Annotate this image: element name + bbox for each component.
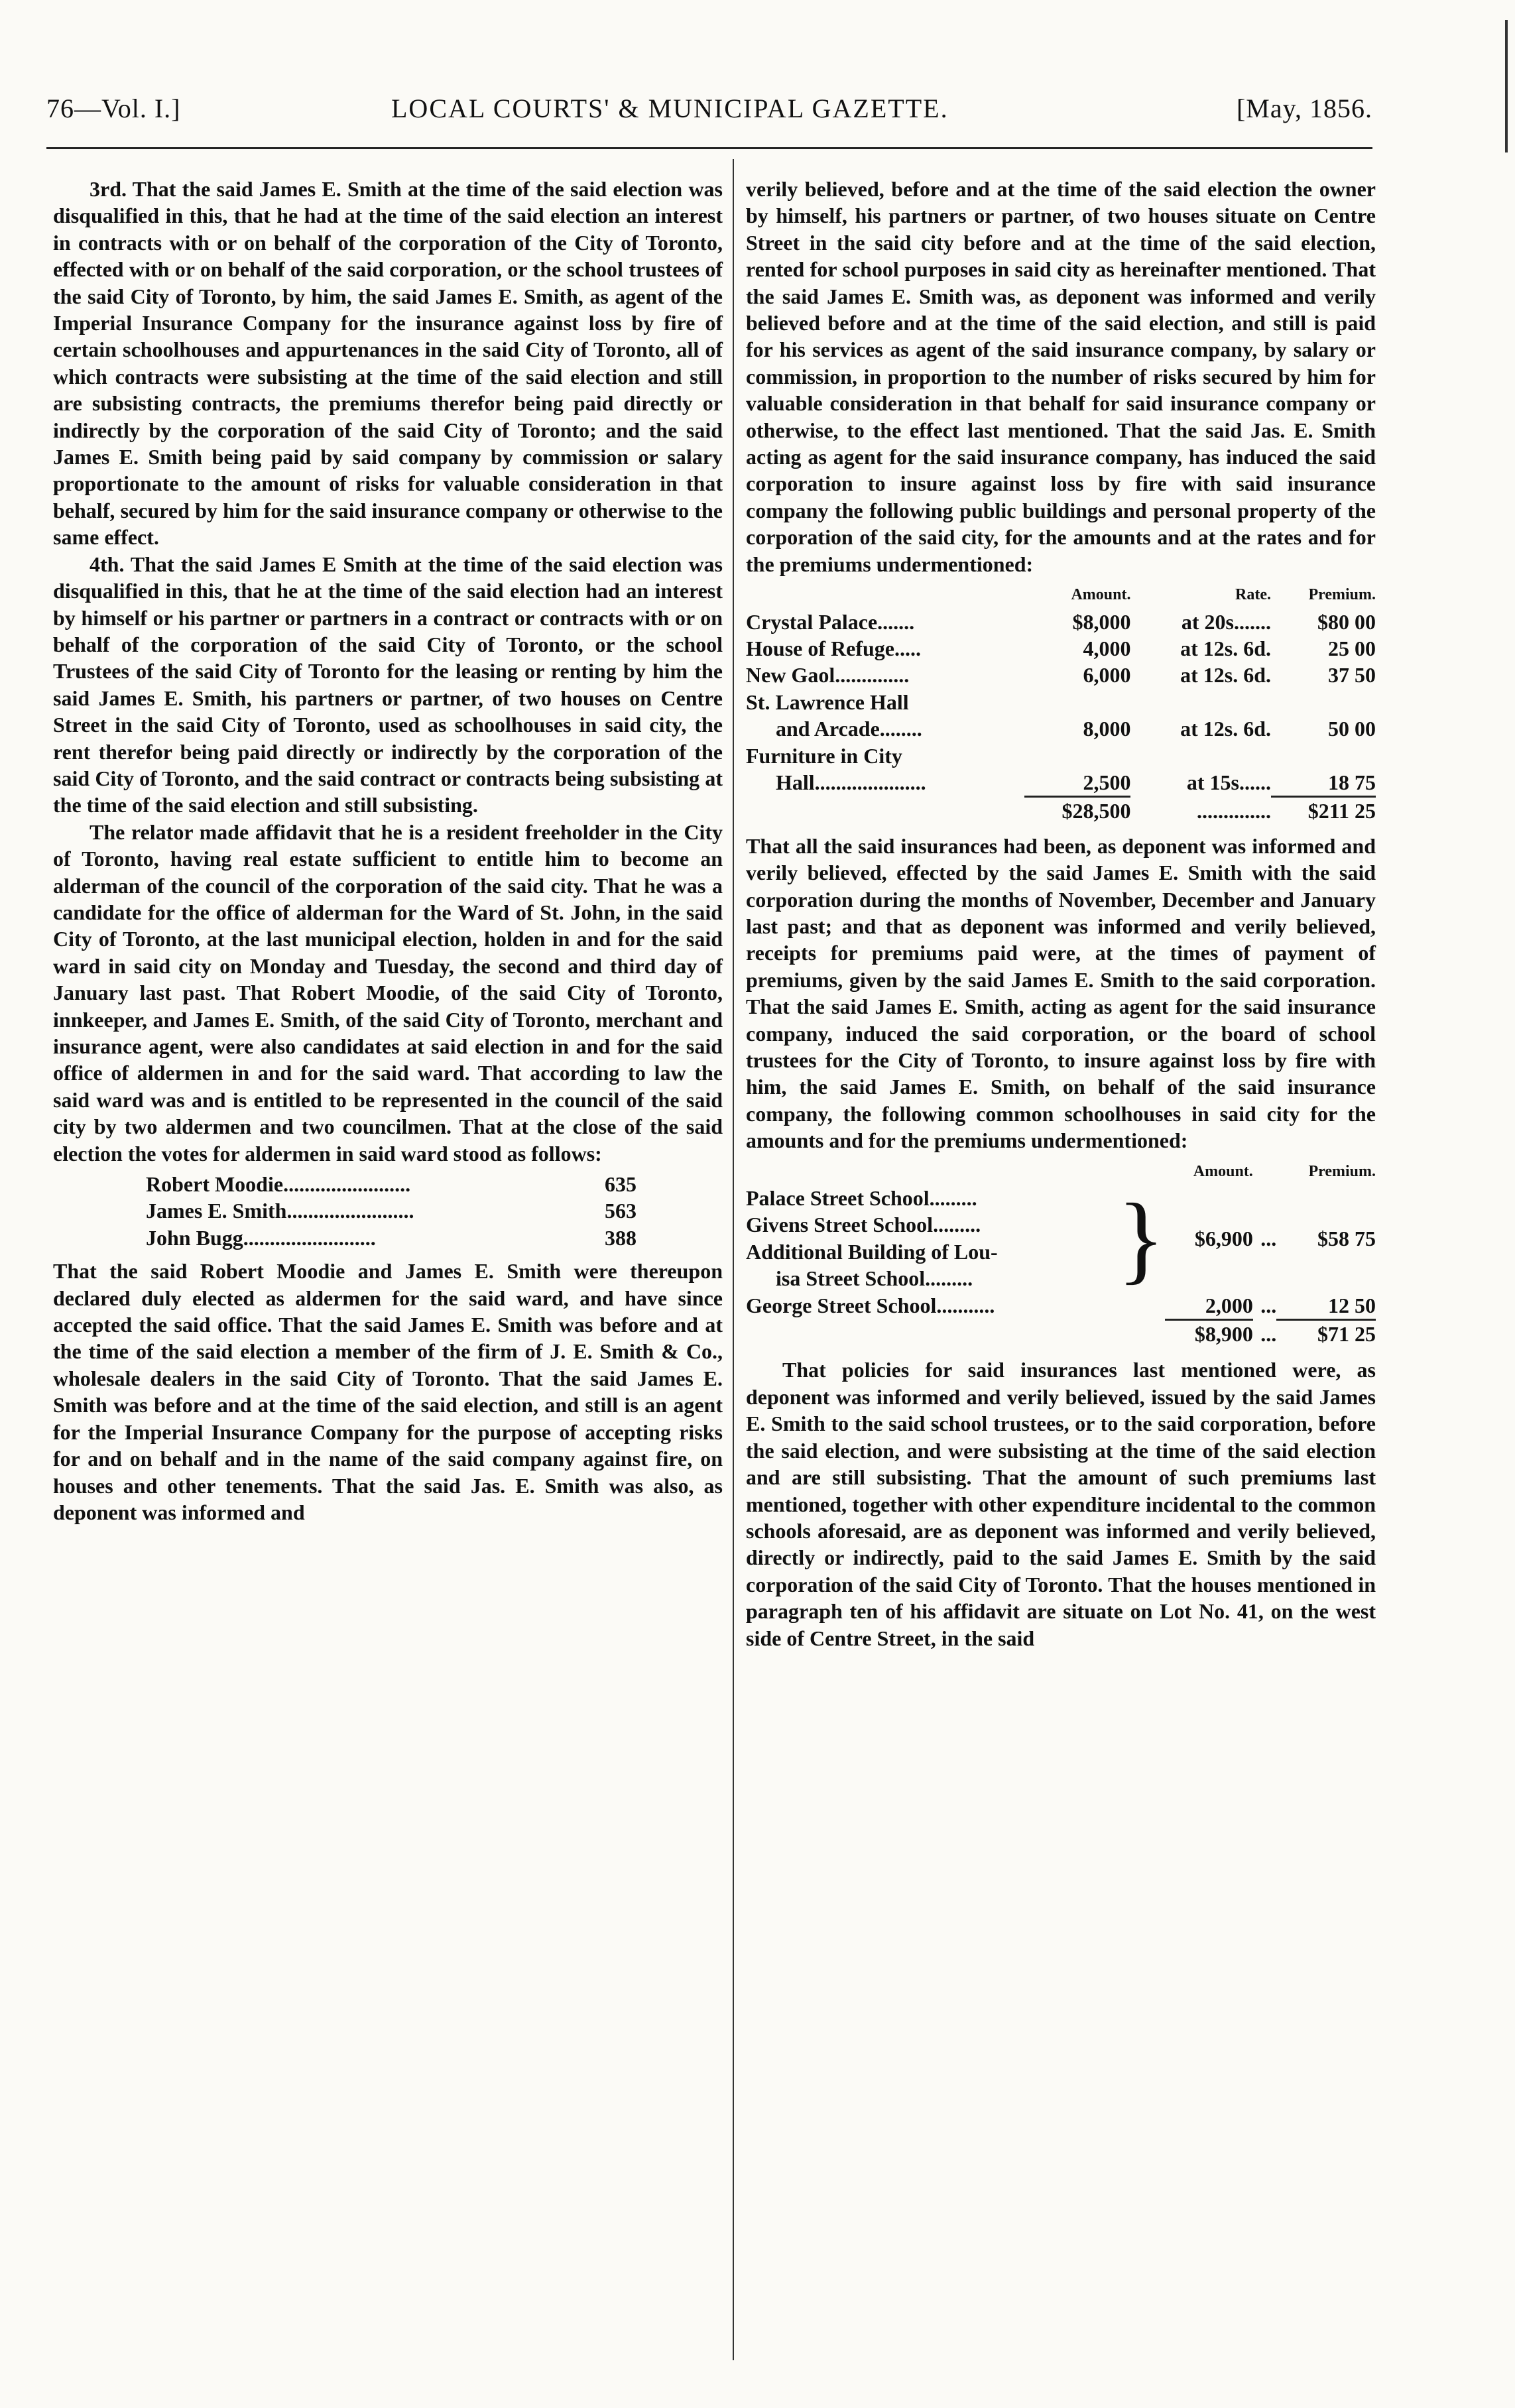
- paragraph-continuation: verily believed, before and at the time of the said election the owner by himself, his partners or partner, of two houses situate on Centre Street in the said city before and at the time of the said election, rented for school purposes in said city as hereinafter mentioned. That the said James E. Smith was, as deponent was informed and verily believed before and at the time of the said election, and still is paid for his services as agent of the said insurance company, by salary or commission, in proportion to the number of risks secured by him for valuable consideration in that behalf for said insurance company or otherwise, to the effect last mentioned. That the said Jas. E. Smith acting as agent for the said insurance company, has induced the said corporation to insure against loss by fire with said insurance company the following public buildings and personal property of the corporation of the said city, for the amounts and at the rates and for the premiums undermentioned:: [746, 177, 1376, 576]
- rate-cell: at 20s: [1181, 609, 1234, 634]
- amount-header: Amount.: [1193, 1162, 1253, 1180]
- dot-leader: ......: [1239, 770, 1271, 794]
- dot-leader: ...: [1260, 1226, 1277, 1250]
- page-volume: 76—Vol. I.]: [46, 93, 181, 123]
- paragraph-third-ground: 3rd. That the said James E. Smith at the time of the said election was disqualified in this, that he had at the time of the said election an interest in contracts with or on behalf of the corporation of the City of Toronto, effected with or on behalf of the said corporation, or the school trustees of the said City of Toronto, by him, the said James E. Smith, as agent of the Imperial Insurance Company for the insurance against loss by fire of certain schoolhouses and appurtenances in the said City of Toronto, all of which contracts were subsisting at the time of the said election and still are subsisting contracts, the premiums therefor being paid directly or indirectly by the corporation of the said City of Toronto; and the said James E. Smith being paid by said company by commission or salary proportionate to the amount of risks for valuable consideration in that behalf, secured by him for the said insurance company or otherwise to the same effect.: [53, 177, 723, 550]
- paragraph-election-result: That the said Robert Moodie and James E. Smith were thereupon declared duly elected as aldermen for the said ward, and have since accepted the said office. That the said James E. Smith was before and at the time of the said election a member of the firm of J. E. Smith & Co., wholesale dealers in the said City of Toronto. That the said James E. Smith was before and at the time of the said election, and still is an agent for the Imperial Insurance Company for the purpose of accepting risks for and on behalf and in the name of the said company against fire, on houses and other tenements. That the said Jas. E. Smith was also, as deponent was informed and: [53, 1259, 723, 1524]
- vote-count: 635: [605, 1172, 636, 1197]
- candidate-name: James E. Smith: [146, 1199, 287, 1223]
- dot-leader: .........: [933, 1213, 981, 1237]
- rate-cell: at 12s. 6d.: [1180, 663, 1271, 688]
- premium-cell: $80 00: [1317, 609, 1376, 634]
- brace-glyph: }: [1117, 1183, 1166, 1294]
- candidate-name: John Bugg: [146, 1225, 243, 1250]
- vote-tally: [146, 1171, 636, 1251]
- dot-leader: .....: [894, 636, 921, 660]
- dot-leader: .....................: [814, 770, 926, 794]
- table-total-row: [746, 1321, 1376, 1347]
- right-column: [746, 176, 1376, 1652]
- total-amount: $8,900: [1194, 1322, 1253, 1347]
- rate-header: Rate.: [1235, 586, 1271, 604]
- building-name: Hall: [776, 770, 815, 794]
- dot-leader: ..............: [835, 663, 910, 688]
- header-rule: [46, 147, 1372, 149]
- rate-cell: at 15s: [1186, 770, 1239, 794]
- building-name: and Arcade: [776, 717, 880, 741]
- publication-title: LOCAL COURTS' & MUNICIPAL GAZETTE.: [391, 93, 949, 123]
- premium-cell: $58 75: [1317, 1226, 1376, 1250]
- amount-cell: 2,000: [1205, 1293, 1253, 1317]
- school-group-list: [746, 1185, 1117, 1292]
- paragraph-fourth-ground: 4th. That the said James E Smith at the time of the said election was disqualified in this, that he at the time of the said election had an interest by himself or his partner or partners in a contract or contracts with or on behalf of the corporation of the said City of Toronto, or the school Trustees of the said City of Toronto for the leasing or renting by him the said James E. Smith, his partners or partner, of two houses on Centre Street in the said City of Toronto, used as schoolhouses in said city, the rent therefor being paid directly or indirectly by the corporation of the said City of Toronto, and the said contract or contracts being subsisting at the time of the said election and still subsisting.: [53, 552, 723, 817]
- amount-cell: 8,000: [1083, 717, 1131, 741]
- table-row: [746, 609, 1376, 635]
- building-name: St. Lawrence Hall: [746, 690, 909, 714]
- amount-cell: 6,000: [1083, 663, 1131, 688]
- premium-cell: 18 75: [1328, 770, 1376, 794]
- left-column: [53, 176, 723, 1526]
- amount-cell: 4,000: [1083, 636, 1131, 660]
- dot-leader: .......: [1234, 609, 1271, 634]
- table-total-row: [746, 798, 1376, 824]
- building-name: House of Refuge: [746, 636, 894, 660]
- table-row: [746, 662, 1376, 688]
- premium-cell: 50 00: [1328, 717, 1376, 741]
- table-row: [746, 1292, 1376, 1320]
- table-row: [746, 635, 1376, 662]
- premium-cell: 12 50: [1328, 1293, 1376, 1317]
- vote-row: [146, 1225, 636, 1251]
- dot-leader: ...........: [936, 1294, 995, 1318]
- table-row: [746, 743, 1376, 769]
- candidate-name: Robert Moodie: [146, 1172, 284, 1197]
- paragraph-insurances-effected: That all the said insurances had been, as deponent was informed and verily believed, effected by the said James E. Smith with the said corporation during the months of November, December and January last past; and that as deponent was informed and verily believed, receipts for premiums paid were, at the times of payment of premiums, given by the said James E. Smith to the said corporation. That the said James E. Smith, acting as agent for the said insurance company, induced the said corporation, or the board of school trustees for the City of Toronto, to insure against loss by fire with him, the said James E. Smith, on behalf of the said insurance company, the following common schoolhouses in said city for the amounts and for the premiums undermentioned:: [746, 833, 1376, 1153]
- premium-header: Premium.: [1308, 1162, 1376, 1180]
- public-buildings-insurance-table: [746, 577, 1376, 825]
- school-name: Givens Street School: [746, 1213, 934, 1237]
- running-header: [46, 93, 1372, 139]
- school-name: George Street School: [746, 1294, 937, 1318]
- dot-leader: .........: [925, 1266, 973, 1291]
- premium-header: Premium.: [1308, 586, 1376, 604]
- scan-edge-mark: [1505, 20, 1508, 152]
- vote-count: 563: [605, 1199, 636, 1223]
- amount-cell: $8,000: [1072, 609, 1131, 634]
- total-premium: $211 25: [1307, 799, 1376, 823]
- total-amount: $28,500: [1061, 799, 1131, 823]
- schoolhouses-insurance-table: [746, 1154, 1376, 1348]
- premium-cell: 25 00: [1328, 636, 1376, 660]
- building-name: New Gaol: [746, 663, 835, 688]
- table-row: [746, 689, 1376, 715]
- building-name: Furniture in City: [746, 743, 902, 768]
- paragraph-policies-issued: That policies for said insurances last mentioned were, as deponent was informed and verily believed, issued by the said James E. Smith to the said school trustees, or to the said corporation, before the said election, and were subsisting at the time of the said election and are still subsisting. That the amount of such premiums last mentioned, together with other expenditure incidental to the common schools aforesaid, are as deponent was informed and verily believed, directly or indirectly, paid to the said James E. Smith by the said corporation of the said City of Toronto. That the houses mentioned in paragraph ten of his affidavit are situate on Lot No. 41, on the west side of Centre Street, in the said: [746, 1358, 1376, 1650]
- building-name: Crystal Palace: [746, 609, 878, 634]
- dot-leader: ........: [879, 717, 922, 741]
- vote-count: 388: [605, 1225, 636, 1250]
- rate-cell: at 12s. 6d.: [1180, 717, 1271, 741]
- table-row: [746, 715, 1376, 742]
- school-name: isa Street School: [776, 1266, 926, 1291]
- column-divider: [733, 159, 734, 2360]
- table-row: [746, 769, 1376, 797]
- dot-leader: .........................: [243, 1225, 376, 1250]
- amount-header: Amount.: [1071, 586, 1131, 604]
- amount-cell: 2,500: [1083, 770, 1131, 794]
- table-group-row: [746, 1185, 1376, 1292]
- dot-leader: ..............: [1197, 799, 1271, 823]
- school-name: Palace Street School: [746, 1186, 930, 1211]
- dot-leader: ........................: [286, 1199, 414, 1223]
- vote-row: [146, 1197, 636, 1224]
- table-header-row: [746, 577, 1376, 608]
- premium-cell: 37 50: [1328, 663, 1376, 688]
- paragraph-relator-affidavit: The relator made affidavit that he is a resident freeholder in the City of Toronto, having real estate sufficient to entitle him to become an alderman of the council of the corporation of the said city. That he was a candidate for the office of alderman for the Ward of St. John, in the said City of Toronto, at the last municipal election, holden in and for the said ward in said city on Monday and Tuesday, the second and third day of January last past. That Robert Moodie, of the said City of Toronto, innkeeper, and James E. Smith, of the said City of Toronto, merchant and insurance agent, were also candidates at said election in and for the said office of aldermen in and for the said ward. That according to law the said ward was and is entitled to be represented in the council of the said city by two aldermen and two councilmen. That at the close of the said election the votes for aldermen in said ward stood as follows:: [53, 819, 723, 1166]
- vote-row: [146, 1171, 636, 1197]
- issue-date: [May, 1856.: [1236, 93, 1372, 123]
- dot-leader: ...: [1260, 1294, 1277, 1318]
- school-name: Additional Building of Lou-: [746, 1239, 998, 1264]
- dot-leader: ...: [1260, 1322, 1277, 1347]
- amount-cell: $6,900: [1194, 1226, 1253, 1250]
- table-header-row: [746, 1154, 1376, 1185]
- dot-leader: .........: [929, 1186, 977, 1211]
- dot-leader: ........................: [283, 1172, 411, 1197]
- total-premium: $71 25: [1317, 1322, 1376, 1347]
- rate-cell: at 12s. 6d.: [1180, 636, 1271, 660]
- dot-leader: .......: [877, 609, 915, 634]
